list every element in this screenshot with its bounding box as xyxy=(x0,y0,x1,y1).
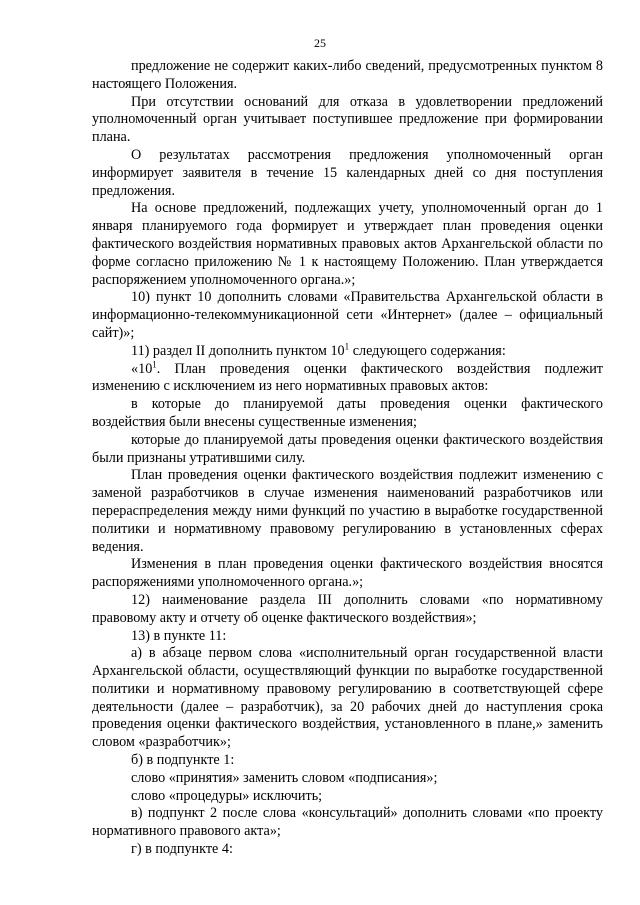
paragraph: слово «принятия» заменить словом «подписания»; xyxy=(131,769,438,786)
paragraph: На основе предложений, подлежащих учету, уполномоченный орган до 1 января планируемого года формирует и утверждает план проведения оценки фактического воздействия нормативных правовых актов Архангельской области по форме согласно приложению № 1 к настоящему Положению. План утверждается распоряжением уполномоченного органа.»; xyxy=(92,200,603,288)
paragraph: 10) пункт 10 дополнить словами «Правительства Архангельской области в информационно-телекоммуникационной сети «Интернет» (далее – официальный сайт)»; xyxy=(92,289,603,341)
paragraph: Изменения в план проведения оценки фактического воздействия вносятся распоряжениями уполномоченного органа.»; xyxy=(92,556,603,591)
superscript: 1 xyxy=(152,358,157,369)
paragraph xyxy=(92,343,603,361)
paragraph: б) в подпункте 1: xyxy=(131,752,235,769)
paragraph: а) в абзаце первом слова «исполнительный орган государственной власти Архангельской области, осуществляющий функции по выработке государственной политики и нормативному правовому регулированию в соответствующей сфере деятельности (далее – разработчик), за 20 рабочих дней до наступления срока проведения оценки фактического воздействия, установленного в плане,» заменить словом «разработчик»; xyxy=(92,645,603,751)
paragraph: План проведения оценки фактического воздействия подлежит изменению с заменой разработчиков в случае изменения наименований разработчиков или перераспределения между ними функций по участию в выработке государственной политики и нормативному правовому регулированию в установленных сферах ведения. xyxy=(92,467,603,555)
paragraph: которые до планируемой даты проведения оценки фактического воздействия были признаны утратившими силу. xyxy=(92,431,603,466)
paragraph: При отсутствии оснований для отказа в удовлетворении предложений уполномоченный орган учитывает поступившее предложение при формировании плана. xyxy=(92,93,603,146)
paragraph: г) в подпункте 4: xyxy=(131,841,233,858)
text-fragment: следующего содержания: xyxy=(349,342,506,359)
paragraph: 12) наименование раздела III дополнить словами «по нормативному правовому акту и отчету об оценке фактического воздействия»; xyxy=(92,591,603,626)
paragraph: О результатах рассмотрения предложения уполномоченный орган информирует заявителя в течение 15 календарных дней со дня поступления предложения. xyxy=(92,146,603,199)
paragraph: в которые до планируемой даты проведения оценки фактического воздействия были внесены существенные изменения; xyxy=(92,396,603,430)
text-fragment: . План проведения оценки фактического воздействия подлежит изменению с исключением из него нормативных правовых актов: xyxy=(92,360,603,395)
paragraph: предложение не содержит каких-либо сведений, предусмотренных пунктом 8 настоящего Положения. xyxy=(92,58,603,92)
superscript: 1 xyxy=(344,341,350,352)
paragraph: в) подпункт 2 после слова «консультаций» дополнить словами «по проекту нормативного правового акта»; xyxy=(92,805,603,840)
paragraph xyxy=(92,358,603,397)
text-fragment: 11) раздел II дополнить пунктом 10 xyxy=(131,342,345,359)
paragraph: 13) в пункте 11: xyxy=(131,627,227,644)
text-fragment: «10 xyxy=(131,360,153,377)
page-number: 25 xyxy=(314,36,326,50)
document-body xyxy=(92,58,603,859)
paragraph: слово «процедуры» исключить; xyxy=(131,787,323,804)
